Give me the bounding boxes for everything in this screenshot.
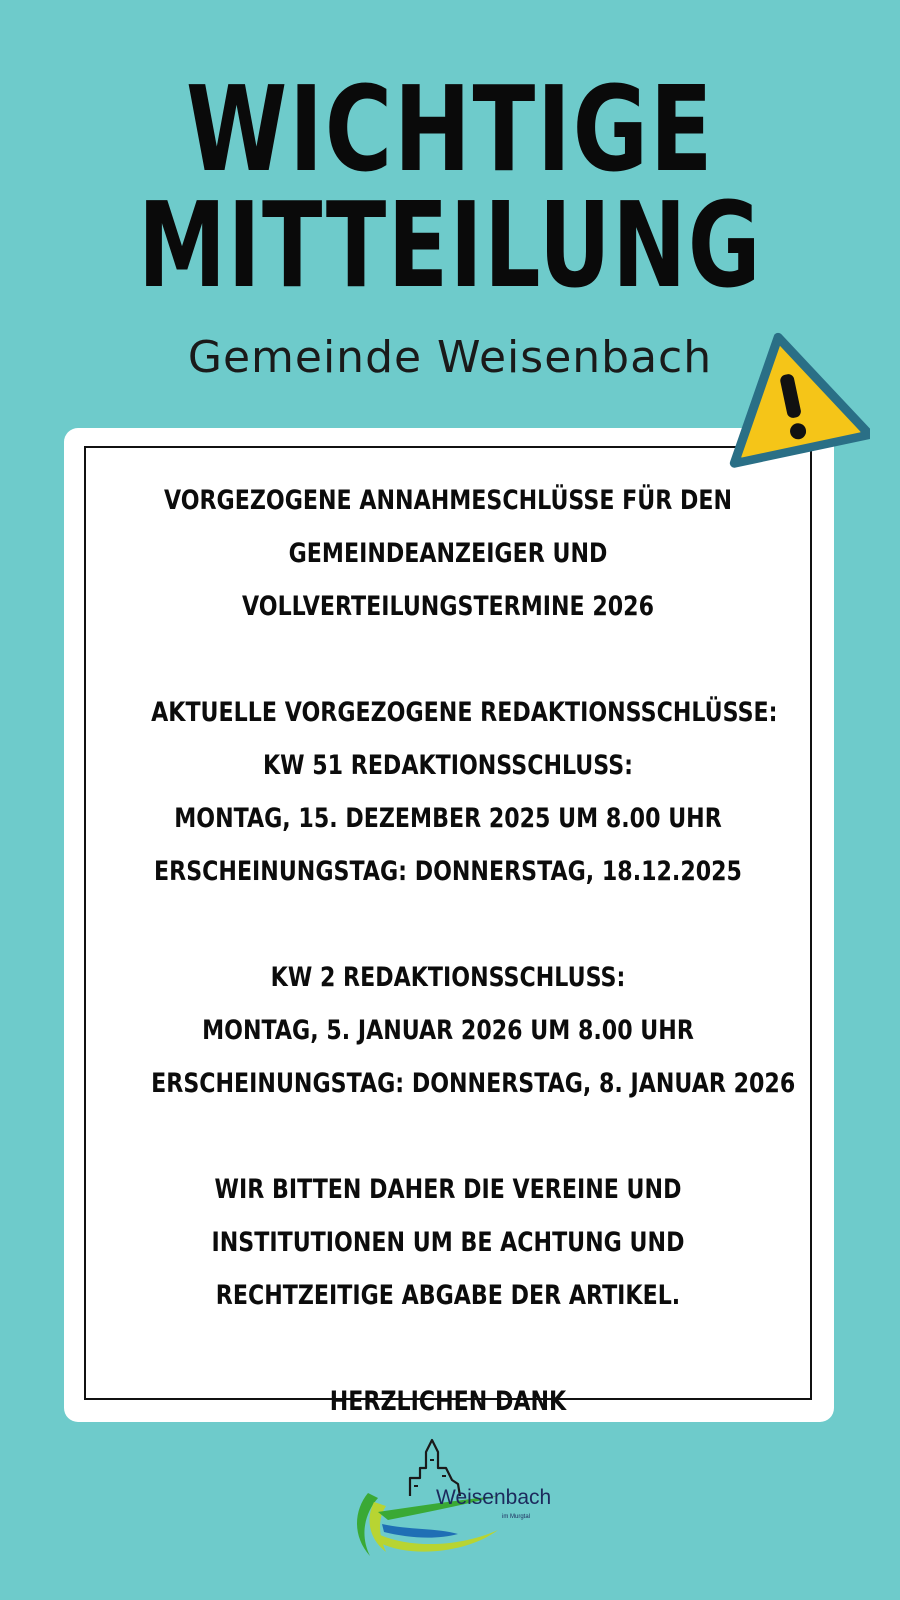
notice-text (86, 474, 810, 1428)
warning-triangle-icon (712, 318, 870, 470)
request-line: INSTITUTIONEN UM BE ACHTUNG UND (211, 1227, 685, 1258)
notice-heading-line: GEMEINDEANZEIGER UND (288, 538, 608, 569)
notice-heading-line: VORGEZOGENE ANNAHMESCHLÜSSE FÜR DEN (163, 485, 733, 516)
subtitle: Gemeinde Weisenbach (187, 332, 713, 383)
kw2-line: ERSCHEINUNGSTAG: DONNERSTAG, 8. JANUAR 2026 (151, 1068, 796, 1099)
title-line-2: MITTEILUNG (138, 176, 762, 314)
kw2-line: KW 2 REDAKTIONSSCHLUSS: (270, 962, 626, 993)
notice-heading-line: VOLLVERTEILUNGSTERMINE 2026 (242, 591, 654, 622)
card (64, 428, 834, 1422)
closing-line: HERZLICHEN DANK (329, 1386, 567, 1417)
logo-tagline: im Murgtal (502, 1514, 531, 1520)
kw51-line: ERSCHEINUNGSTAG: DONNERSTAG, 18.12.2025 (154, 856, 742, 887)
kw2-line: MONTAG, 5. JANUAR 2026 UM 8.00 UHR (202, 1015, 694, 1046)
card-border (84, 446, 812, 1417)
request-line: RECHTZEITIGE ABGABE DER ARTIKEL. (215, 1280, 681, 1311)
spacer (86, 1322, 810, 1375)
kw51-line: AKTUELLE VORGEZOGENE REDAKTIONSSCHLÜSSE: (151, 697, 778, 728)
spacer (86, 633, 810, 686)
title-line-1: WICHTIGE (185, 60, 715, 198)
spacer (86, 1110, 810, 1163)
kw51-line: KW 51 REDAKTIONSSCHLUSS: (262, 750, 634, 781)
kw51-line: MONTAG, 15. DEZEMBER 2025 UM 8.00 UHR (174, 803, 722, 834)
spacer (86, 898, 810, 951)
logo-name: Weisenbach (436, 1486, 552, 1509)
request-line: WIR BITTEN DAHER DIE VEREINE UND (214, 1174, 682, 1205)
